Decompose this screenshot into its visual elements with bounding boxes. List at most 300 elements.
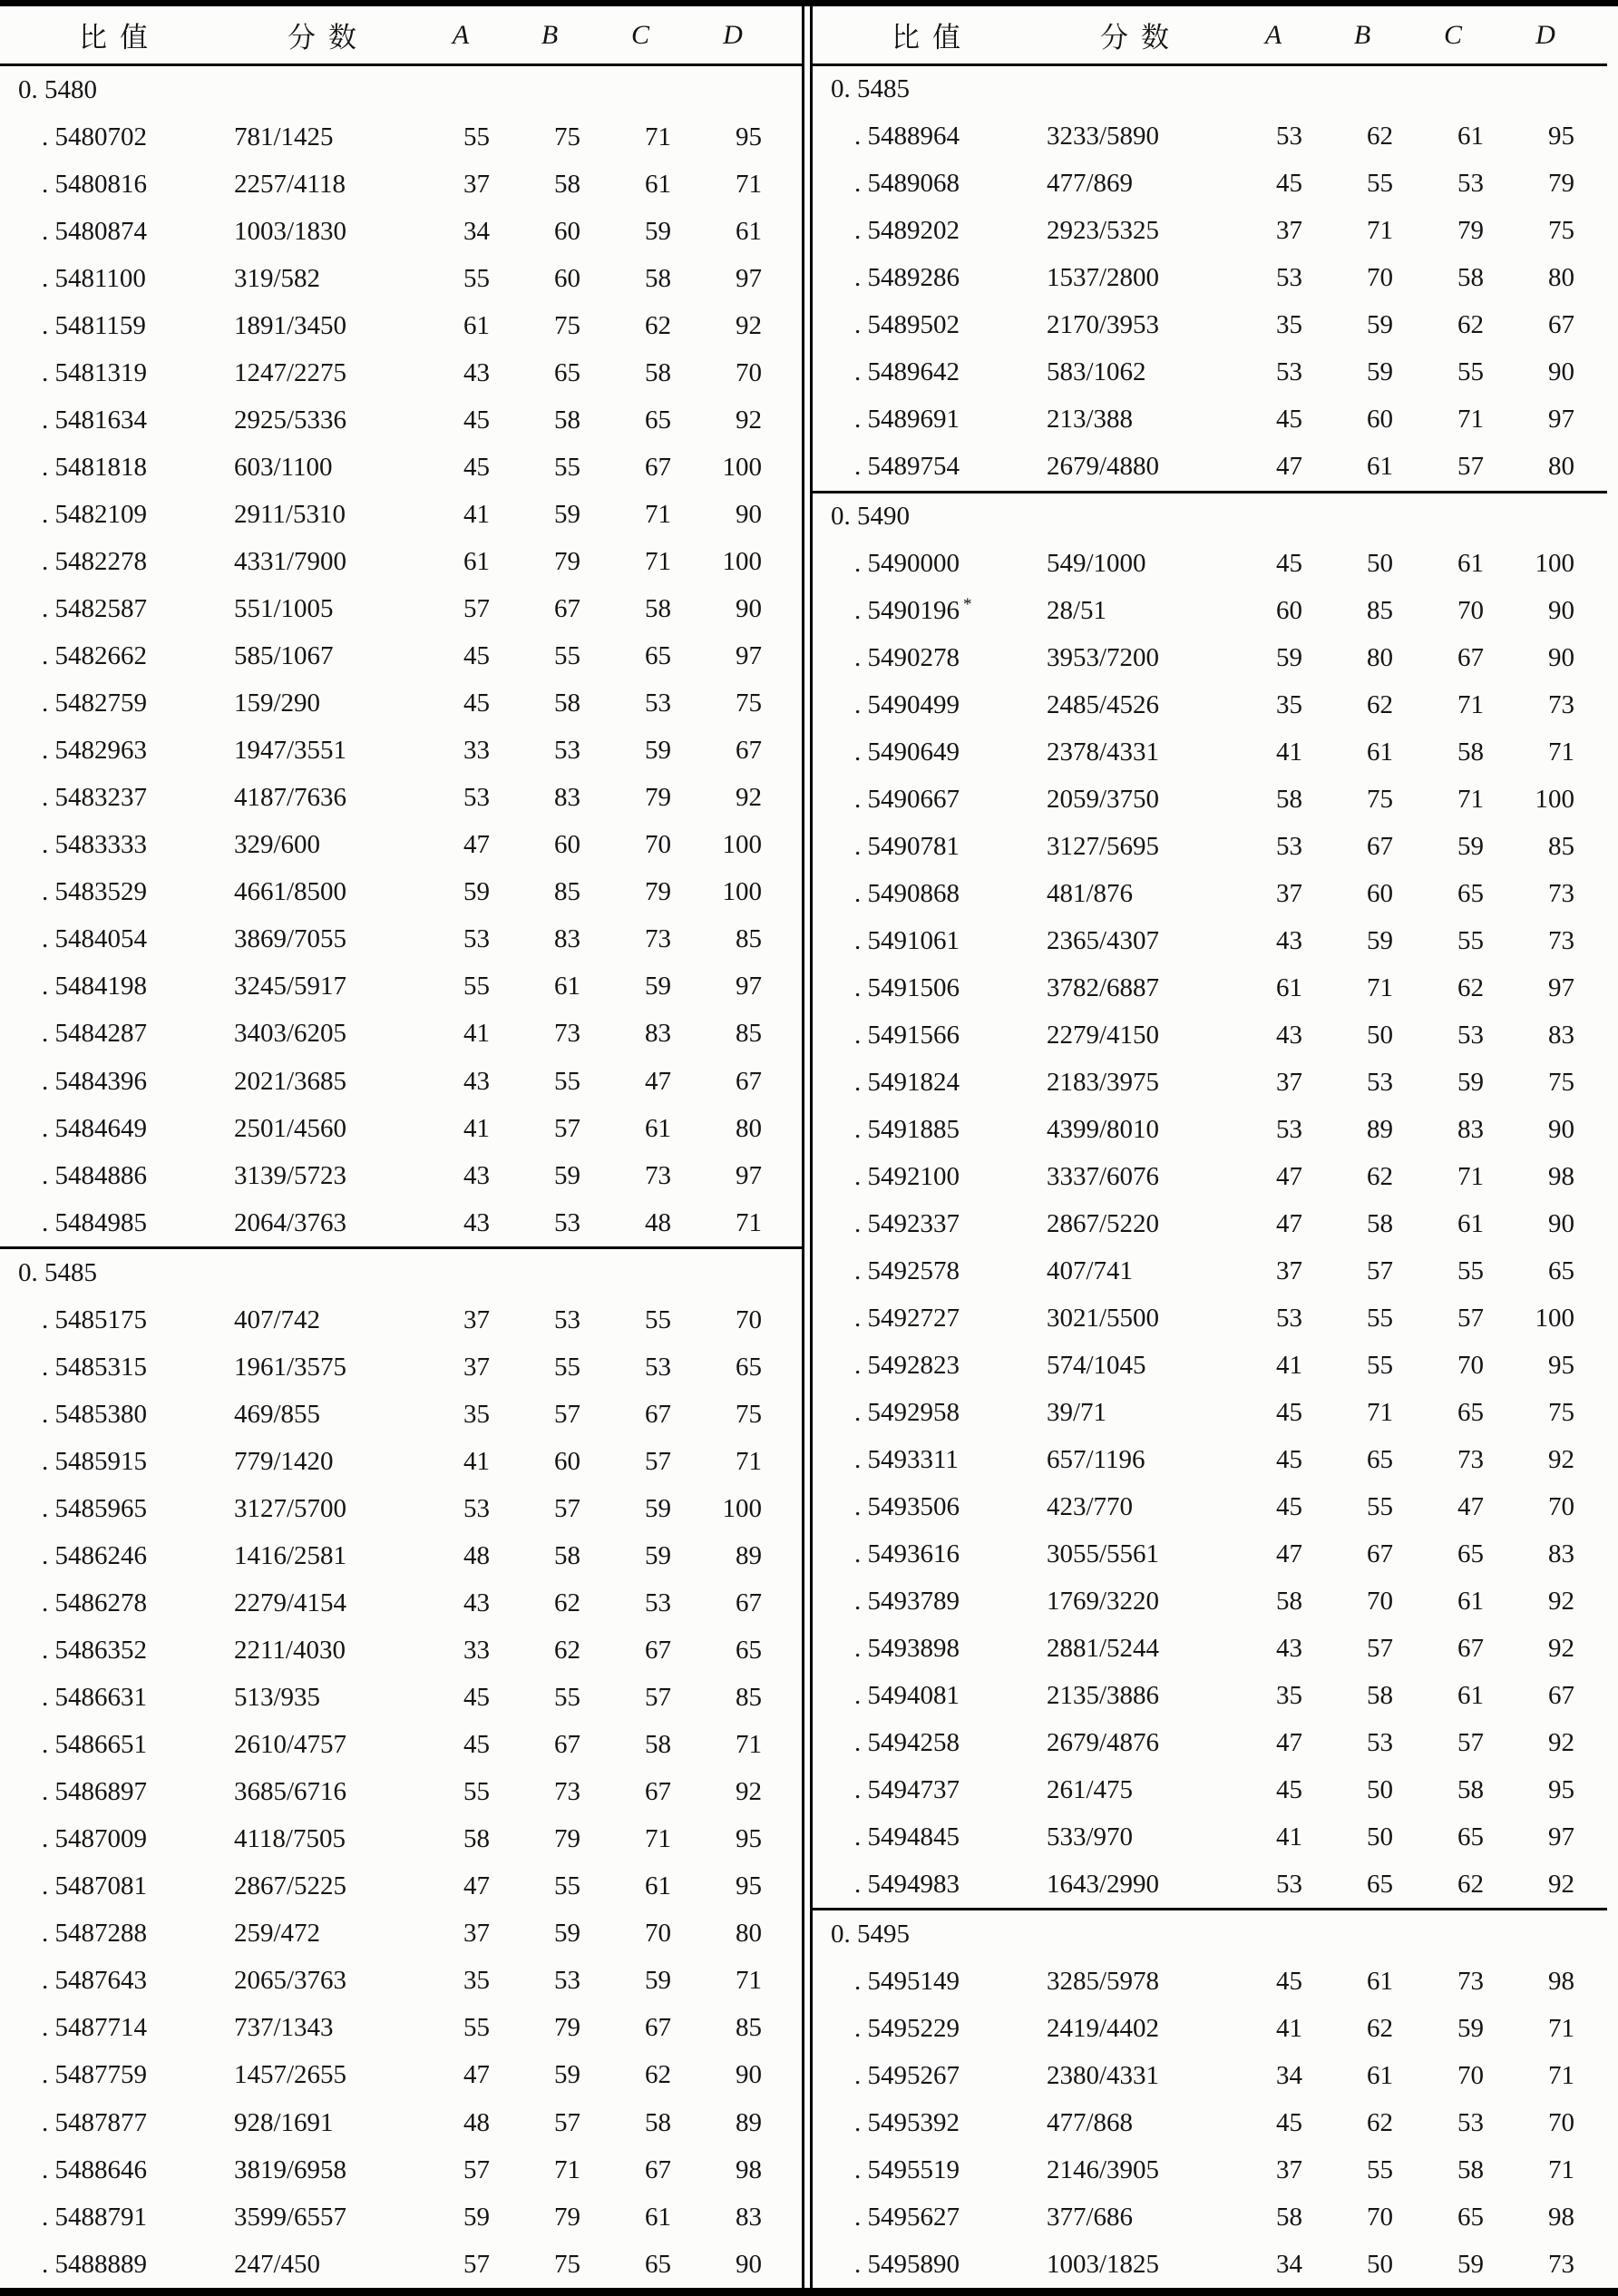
table-row (813, 444, 1607, 491)
score-d: 85 (736, 2013, 762, 2043)
score-c: 73 (645, 924, 671, 954)
fraction-value: 2501/4560 (234, 1113, 347, 1143)
score-c: 53 (645, 689, 671, 718)
score-d: 92 (1548, 1586, 1574, 1616)
fraction-value: 469/855 (234, 1399, 321, 1429)
score-a: 43 (1276, 926, 1302, 956)
ratio-value: . 5493789 (854, 1586, 960, 1616)
score-c: 73 (645, 1160, 671, 1190)
ratio-value: . 5485965 (42, 1493, 147, 1523)
table-row (813, 918, 1607, 965)
table-row (0, 680, 802, 728)
column-header-d: D (1535, 19, 1555, 50)
table-row (813, 541, 1607, 588)
score-d: 97 (736, 263, 762, 293)
ratio-value: . 5486651 (42, 1730, 147, 1760)
ratio-value: . 5491824 (854, 1068, 960, 1098)
score-c: 61 (645, 1871, 671, 1901)
table-row (813, 1107, 1607, 1154)
ratio-value: . 5487643 (42, 1966, 147, 1996)
score-d: 80 (736, 1919, 762, 1949)
score-a: 45 (1276, 1398, 1302, 1428)
score-b: 55 (554, 1066, 580, 1096)
fraction-value: 477/868 (1047, 2107, 1134, 2137)
score-c: 62 (645, 2060, 671, 2090)
section-header-row (0, 66, 802, 113)
ratio-value: . 5483529 (42, 877, 147, 907)
score-c: 61 (1457, 1680, 1484, 1710)
score-b: 53 (554, 736, 580, 766)
score-a: 33 (463, 736, 490, 766)
score-d: 92 (736, 783, 762, 813)
fraction-value: 213/388 (1047, 405, 1134, 435)
score-d: 80 (1548, 263, 1574, 293)
score-d: 90 (1548, 1115, 1574, 1145)
ratio-value: . 5482963 (42, 736, 147, 766)
score-d: 92 (1548, 1727, 1574, 1757)
fraction-value: 3245/5917 (234, 972, 347, 1001)
score-d: 100 (722, 452, 762, 482)
score-d: 73 (1548, 926, 1574, 956)
fraction-value: 423/770 (1047, 1492, 1134, 1522)
score-d: 97 (736, 641, 762, 671)
score-a: 43 (1276, 1633, 1302, 1663)
score-a: 37 (463, 1919, 490, 1949)
table-row (0, 113, 802, 161)
table-row (813, 682, 1607, 729)
table-row (0, 1675, 802, 1722)
fraction-value: 247/450 (234, 2249, 321, 2279)
section-header-row (813, 66, 1607, 113)
score-d: 89 (736, 1540, 762, 1570)
score-b: 60 (554, 216, 580, 246)
score-c: 71 (1457, 785, 1484, 815)
score-c: 67 (645, 1777, 671, 1807)
score-b: 83 (554, 924, 580, 954)
score-a: 41 (1276, 2013, 1302, 2043)
table-row (813, 1343, 1607, 1390)
ratio-value: . 5490278 (854, 643, 960, 673)
score-b: 71 (554, 2154, 580, 2184)
score-d: 90 (1548, 596, 1574, 626)
score-b: 59 (1367, 926, 1393, 956)
ratio-value: . 5480816 (42, 169, 147, 199)
ratio-value: . 5495392 (854, 2107, 960, 2137)
fraction-value: 2867/5225 (234, 1871, 347, 1901)
table-row (0, 396, 802, 444)
score-b: 62 (1367, 2013, 1393, 2043)
table-row (813, 255, 1607, 302)
score-d: 70 (736, 357, 762, 387)
score-c: 70 (645, 1919, 671, 1949)
ratio-value: . 5493616 (854, 1539, 960, 1568)
fraction-value: 2279/4150 (1047, 1021, 1160, 1050)
fraction-value: 3139/5723 (234, 1160, 347, 1190)
table-row (813, 208, 1607, 255)
score-d: 71 (736, 1446, 762, 1476)
score-b: 65 (554, 357, 580, 387)
score-c: 47 (1457, 1492, 1484, 1522)
score-a: 45 (1276, 549, 1302, 579)
table-body-right (813, 66, 1607, 2288)
score-b: 62 (1367, 1162, 1393, 1192)
score-b: 71 (1367, 1398, 1393, 1428)
table-right-half (813, 6, 1607, 2288)
table-row (813, 1578, 1607, 1626)
score-d: 100 (722, 546, 762, 576)
score-b: 58 (554, 405, 580, 435)
score-d: 83 (1548, 1539, 1574, 1568)
table-row (0, 1769, 802, 1816)
column-header-fraction: 分数 (1100, 22, 1182, 54)
score-d: 85 (736, 1019, 762, 1049)
score-a: 59 (1276, 643, 1302, 673)
score-d: 67 (736, 1588, 762, 1618)
fraction-value: 2679/4880 (1047, 452, 1160, 482)
score-b: 62 (1367, 122, 1393, 151)
score-c: 58 (645, 1730, 671, 1760)
table-header-left (0, 6, 802, 66)
score-b: 53 (554, 1966, 580, 1996)
score-b: 62 (1367, 2107, 1393, 2137)
score-c: 73 (1457, 1966, 1484, 1996)
table-row (0, 1058, 802, 1105)
score-c: 55 (1457, 926, 1484, 956)
table-row (0, 349, 802, 396)
score-c: 83 (645, 1019, 671, 1049)
fraction-value: 1003/1825 (1047, 2249, 1160, 2279)
table-row (0, 586, 802, 633)
score-b: 89 (1367, 1115, 1393, 1145)
score-d: 71 (1548, 738, 1574, 767)
score-d: 71 (736, 1730, 762, 1760)
score-d: 83 (1548, 1021, 1574, 1050)
ratio-value: . 5484198 (42, 972, 147, 1001)
score-d: 100 (722, 1493, 762, 1523)
table-row (813, 1484, 1607, 1531)
ratio-value: . 5486631 (42, 1683, 147, 1713)
score-c: 59 (1457, 1068, 1484, 1098)
score-d: 98 (1548, 2202, 1574, 2232)
score-a: 41 (463, 1446, 490, 1476)
fraction-value: 2064/3763 (234, 1207, 347, 1237)
score-c: 67 (645, 2013, 671, 2043)
ratio-value: . 5491885 (854, 1115, 960, 1145)
score-b: 59 (554, 2060, 580, 2090)
fraction-value: 377/686 (1047, 2202, 1134, 2232)
score-d: 73 (1548, 2249, 1574, 2279)
score-c: 70 (1457, 2060, 1484, 2090)
ratio-value: . 5486897 (42, 1777, 147, 1807)
score-b: 65 (1367, 1869, 1393, 1899)
score-a: 47 (463, 830, 490, 860)
score-a: 57 (463, 2249, 490, 2279)
ratio-value: . 5480702 (42, 122, 147, 151)
fraction-value: 3285/5978 (1047, 1966, 1160, 1996)
ratio-value: . 5485380 (42, 1399, 147, 1429)
ratio-value: . 5481319 (42, 357, 147, 387)
score-a: 53 (1276, 263, 1302, 293)
score-b: 61 (554, 972, 580, 1001)
score-a: 41 (1276, 738, 1302, 767)
score-a: 47 (1276, 1162, 1302, 1192)
ratio-value: . 5485915 (42, 1446, 147, 1476)
table-row (813, 729, 1607, 777)
fraction-value: 1457/2655 (234, 2060, 347, 2090)
score-b: 67 (1367, 1539, 1393, 1568)
score-d: 90 (1548, 357, 1574, 387)
score-c: 71 (645, 546, 671, 576)
score-b: 55 (554, 1683, 580, 1713)
score-d: 85 (736, 1683, 762, 1713)
score-b: 50 (1367, 549, 1393, 579)
ratio-value: . 5495627 (854, 2202, 960, 2232)
score-b: 79 (554, 1824, 580, 1854)
fraction-value: 2881/5244 (1047, 1633, 1160, 1663)
ratio-value: . 5490667 (854, 785, 960, 815)
table-row (0, 916, 802, 963)
score-c: 71 (1457, 1162, 1484, 1192)
score-c: 58 (1457, 263, 1484, 293)
ratio-value: . 5484287 (42, 1019, 147, 1049)
score-a: 53 (1276, 1869, 1302, 1899)
table-row (813, 871, 1607, 918)
ratio-value: . 5490000 (854, 549, 960, 579)
score-a: 41 (463, 499, 490, 529)
score-c: 53 (1457, 169, 1484, 199)
score-a: 53 (463, 783, 490, 813)
ratio-value: . 5495890 (854, 2249, 960, 2279)
table-row (0, 208, 802, 255)
score-a: 45 (1276, 405, 1302, 435)
score-b: 71 (1367, 216, 1393, 246)
score-b: 55 (1367, 2154, 1393, 2184)
score-c: 53 (1457, 2107, 1484, 2137)
score-c: 58 (645, 357, 671, 387)
fraction-value: 2135/3886 (1047, 1680, 1160, 1710)
score-d: 95 (1548, 1774, 1574, 1804)
score-b: 67 (1367, 832, 1393, 862)
ratio-value: . 5488889 (42, 2249, 147, 2279)
score-b: 53 (554, 1207, 580, 1237)
score-c: 67 (645, 2154, 671, 2184)
score-d: 97 (736, 972, 762, 1001)
table-row (0, 1485, 802, 1532)
score-c: 67 (1457, 1633, 1484, 1663)
table-row (813, 1201, 1607, 1248)
fraction-value: 3953/7200 (1047, 643, 1160, 673)
score-d: 75 (1548, 216, 1574, 246)
score-b: 70 (1367, 1586, 1393, 1616)
ratio-value: . 5487877 (42, 2107, 147, 2137)
score-c: 57 (1457, 452, 1484, 482)
table-row (0, 538, 802, 585)
score-d: 67 (736, 1066, 762, 1096)
table-row (0, 1627, 802, 1675)
table-row (813, 349, 1607, 396)
score-c: 67 (645, 1636, 671, 1666)
score-a: 55 (463, 972, 490, 1001)
table-row (0, 1910, 802, 1958)
score-c: 58 (645, 2107, 671, 2137)
fraction-value: 1247/2275 (234, 357, 347, 387)
ratio-value: . 5492727 (854, 1304, 960, 1334)
score-b: 75 (554, 122, 580, 151)
score-d: 65 (736, 1352, 762, 1382)
fraction-value: 2146/3905 (1047, 2154, 1160, 2184)
score-a: 47 (463, 2060, 490, 2090)
score-c: 70 (1457, 596, 1484, 626)
ratio-value: . 5490868 (854, 879, 960, 909)
fraction-value: 2211/4030 (234, 1636, 346, 1666)
score-d: 83 (736, 2202, 762, 2232)
fraction-value: 781/1425 (234, 122, 334, 151)
table-row (0, 1958, 802, 2005)
fraction-value: 2021/3685 (234, 1066, 347, 1096)
ratio-value: . 5482109 (42, 499, 147, 529)
score-d: 70 (1548, 2107, 1574, 2137)
score-a: 45 (1276, 1492, 1302, 1522)
ratio-value: . 5489691 (854, 405, 960, 435)
ratio-value: . 5493506 (854, 1492, 960, 1522)
table-row (813, 2099, 1607, 2146)
fraction-value: 2365/4307 (1047, 926, 1160, 956)
score-c: 57 (645, 1446, 671, 1476)
ratio-value: . 5494081 (854, 1680, 960, 1710)
fraction-value: 3233/5890 (1047, 122, 1160, 151)
score-d: 70 (736, 1304, 762, 1334)
ratio-value: . 5482759 (42, 689, 147, 718)
fraction-value: 159/290 (234, 689, 321, 718)
score-b: 80 (1367, 643, 1393, 673)
score-a: 43 (463, 1066, 490, 1096)
score-b: 60 (554, 1446, 580, 1476)
score-a: 53 (1276, 1304, 1302, 1334)
score-b: 53 (1367, 1068, 1393, 1098)
ratio-value: . 5490781 (854, 832, 960, 862)
section-label: 0. 5495 (831, 1919, 910, 1949)
score-b: 55 (1367, 1492, 1393, 1522)
score-a: 61 (1276, 973, 1302, 1003)
score-b: 57 (554, 1493, 580, 1523)
score-d: 100 (1535, 1304, 1574, 1334)
fraction-value: 513/935 (234, 1683, 321, 1713)
table-row (813, 1719, 1607, 1766)
score-d: 97 (736, 1160, 762, 1190)
fraction-value: 2867/5220 (1047, 1209, 1160, 1239)
score-d: 90 (736, 2060, 762, 2090)
score-c: 59 (645, 1493, 671, 1523)
score-a: 53 (1276, 832, 1302, 862)
score-c: 79 (645, 877, 671, 907)
table-row (813, 1861, 1607, 1908)
fraction-value: 261/475 (1047, 1774, 1134, 1804)
table-row (813, 2052, 1607, 2099)
score-c: 71 (1457, 690, 1484, 720)
score-d: 95 (1548, 122, 1574, 151)
table-row (813, 396, 1607, 444)
score-a: 34 (463, 216, 490, 246)
score-b: 57 (554, 1113, 580, 1143)
score-a: 53 (463, 1493, 490, 1523)
score-b: 55 (1367, 1351, 1393, 1381)
score-c: 47 (645, 1066, 671, 1096)
ratio-value: . 5481100 (42, 263, 146, 293)
table-row (813, 635, 1607, 682)
score-c: 61 (645, 2202, 671, 2232)
score-a: 45 (1276, 1774, 1302, 1804)
ratio-value: . 5487009 (42, 1824, 147, 1854)
score-d: 80 (736, 1113, 762, 1143)
fraction-value: 585/1067 (234, 641, 334, 671)
ratio-value: . 5494258 (854, 1727, 960, 1757)
score-a: 43 (463, 1588, 490, 1618)
ratio-value: . 5486246 (42, 1540, 147, 1570)
fraction-value: 3869/7055 (234, 924, 347, 954)
score-a: 45 (1276, 1445, 1302, 1475)
table-row (0, 1152, 802, 1199)
ratio-value: . 5485175 (42, 1304, 147, 1334)
score-c: 59 (1457, 832, 1484, 862)
score-d: 95 (736, 1871, 762, 1901)
column-header-fraction: 分数 (288, 22, 369, 54)
score-b: 58 (554, 1540, 580, 1570)
table-row (0, 2146, 802, 2193)
table-row (0, 1011, 802, 1058)
fraction-value: 407/742 (234, 1304, 321, 1334)
score-c: 59 (645, 1540, 671, 1570)
fraction-value: 1891/3450 (234, 310, 347, 340)
score-b: 61 (1367, 452, 1393, 482)
ratio-value: . 5488791 (42, 2202, 147, 2232)
score-c: 53 (645, 1588, 671, 1618)
ratio-value: . 5489642 (854, 357, 960, 387)
section-header-row (0, 1246, 802, 1296)
fraction-value: 4331/7900 (234, 546, 347, 576)
score-a: 53 (1276, 357, 1302, 387)
score-d: 92 (1548, 1445, 1574, 1475)
score-a: 43 (463, 1160, 490, 1190)
score-b: 57 (1367, 1256, 1393, 1286)
score-d: 67 (1548, 310, 1574, 340)
fraction-value: 2925/5336 (234, 405, 347, 435)
section-header-row (813, 1908, 1607, 1958)
score-a: 37 (1276, 879, 1302, 909)
fraction-value: 3819/6958 (234, 2154, 347, 2184)
score-d: 73 (1548, 879, 1574, 909)
score-a: 41 (1276, 1822, 1302, 1851)
score-d: 97 (1548, 973, 1574, 1003)
fraction-value: 407/741 (1047, 1256, 1134, 1286)
score-d: 79 (1548, 169, 1574, 199)
score-c: 67 (1457, 643, 1484, 673)
score-c: 71 (645, 122, 671, 151)
score-c: 65 (645, 2249, 671, 2279)
score-a: 37 (463, 1304, 490, 1334)
score-b: 55 (1367, 169, 1393, 199)
score-d: 75 (1548, 1398, 1574, 1428)
fraction-value: 2679/4876 (1047, 1727, 1160, 1757)
fraction-value: 2257/4118 (234, 169, 346, 199)
score-b: 59 (1367, 310, 1393, 340)
score-b: 55 (554, 1871, 580, 1901)
ratio-value: . 5489286 (854, 263, 960, 293)
table-left-half (0, 6, 802, 2288)
score-b: 50 (1367, 1822, 1393, 1851)
table-row (0, 1580, 802, 1627)
score-d: 97 (1548, 405, 1574, 435)
score-a: 43 (463, 1207, 490, 1237)
